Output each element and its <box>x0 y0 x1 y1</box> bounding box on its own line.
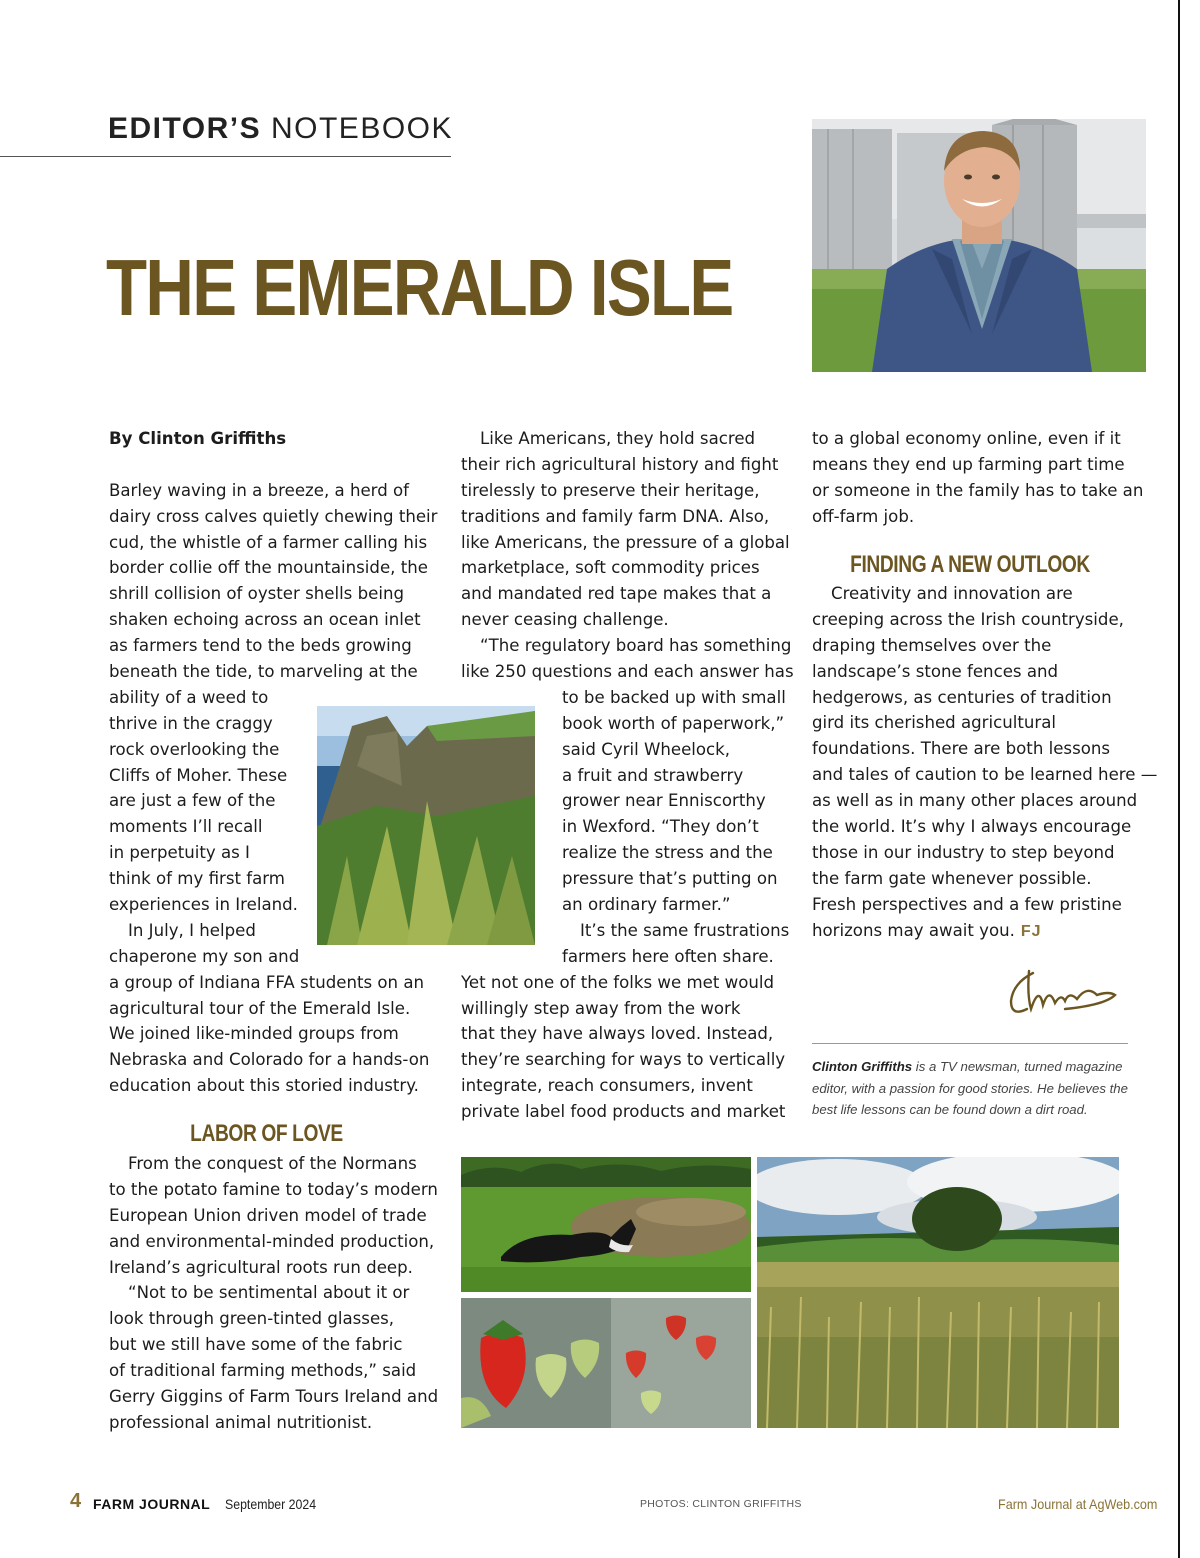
body-line: rock overlooking the <box>109 739 280 759</box>
body-line: Barley waving in a breeze, a herd of <box>109 480 410 500</box>
body-line: and environmental-minded production, <box>109 1231 435 1251</box>
byline: By Clinton Griffiths <box>109 429 287 448</box>
website-link[interactable]: Farm Journal at AgWeb.com <box>998 1496 1158 1512</box>
body-line: means they end up farming part time <box>812 454 1125 474</box>
subhead-finding-a-new-outlook: FINDING A NEW OUTLOOK <box>850 551 1090 578</box>
body-line: gird its cherished agricultural <box>812 713 1056 733</box>
body-line: traditions and family farm DNA. Also, <box>461 506 770 526</box>
body-line: like Americans, the pressure of a global <box>461 532 790 552</box>
body-line: Cliffs of Moher. These <box>109 765 288 785</box>
body-line: off-farm job. <box>812 506 915 526</box>
body-line: willingly step away from the work <box>461 998 741 1018</box>
body-line: a fruit and strawberry <box>562 765 744 785</box>
publication-name: FARM JOURNAL <box>93 1496 211 1512</box>
body-line: like 250 questions and each answer has <box>461 662 794 682</box>
photo-credit: PHOTOS: CLINTON GRIFFITHS <box>640 1498 802 1510</box>
body-line: shrill collision of oyster shells being <box>109 584 405 604</box>
body-line: Like Americans, they hold sacred <box>480 429 756 448</box>
body-line: to the potato famine to today’s modern <box>109 1179 438 1199</box>
signature <box>1005 965 1120 1020</box>
body-line: Creativity and innovation are <box>831 584 1073 603</box>
body-line: hedgerows, as centuries of tradition <box>812 687 1112 707</box>
page-edge-rule <box>1178 0 1180 1558</box>
subhead-labor-of-love: LABOR OF LOVE <box>190 1120 343 1147</box>
body-line: an ordinary farmer.” <box>562 895 731 915</box>
body-line: in perpetuity as I <box>109 843 250 863</box>
body-line: Yet not one of the folks we met would <box>461 972 775 992</box>
bio-name: Clinton Griffiths <box>812 1059 913 1074</box>
spacer <box>109 452 439 478</box>
dog-illustration <box>461 1157 751 1292</box>
field-illustration <box>757 1157 1119 1428</box>
body-line: European Union driven model of trade <box>109 1205 427 1225</box>
kicker-divider <box>0 156 451 157</box>
body-line: to be backed up with small <box>562 687 786 707</box>
body-line: tirelessly to preserve their heritage, <box>461 480 760 500</box>
strawberries-photo <box>461 1298 751 1428</box>
strawberry-illustration <box>461 1298 751 1428</box>
signature-scribble <box>1005 965 1120 1020</box>
body-line: pressure that’s putting on <box>562 869 778 889</box>
body-line: think of my first farm <box>109 869 285 889</box>
barley-field-photo <box>757 1157 1119 1428</box>
body-line: landscape’s stone fences and <box>812 661 1059 681</box>
border-collie-photo <box>461 1157 751 1292</box>
column-3-continued <box>812 581 1158 943</box>
body-line: professional animal nutritionist. <box>109 1412 373 1432</box>
page-number: 4 <box>70 1490 82 1512</box>
body-line: border collie off the mountainside, the <box>109 558 428 578</box>
body-line: agricultural tour of the Emerald Isle. <box>109 998 411 1018</box>
body-line: of traditional farming methods,” said <box>109 1361 417 1381</box>
bio-divider <box>812 1043 1128 1044</box>
body-line: those in our industry to step beyond <box>812 842 1115 862</box>
body-line-last <box>812 918 1142 944</box>
body-line: said Cyril Wheelock, <box>562 739 731 759</box>
body-line: and tales of caution to be learned here — <box>812 765 1158 785</box>
body-line: integrate, reach consumers, invent <box>461 1076 753 1096</box>
body-line: moments I’ll recall <box>109 817 263 837</box>
column-3 <box>812 426 1142 530</box>
body-line-text: horizons may await you. <box>812 920 1015 940</box>
body-line: dairy cross calves quietly chewing their <box>109 506 438 526</box>
body-line: thrive in the craggy <box>109 713 273 733</box>
body-line: chaperone my son and <box>109 946 300 966</box>
article-headline: THE EMERALD ISLE <box>106 243 733 332</box>
body-line: experiences in Ireland. <box>109 895 298 915</box>
body-line: as well as in many other places around <box>812 791 1138 811</box>
body-line: “Not to be sentimental about it or <box>128 1283 410 1303</box>
issue-date: September 2024 <box>225 1496 317 1512</box>
body-line: the farm gate whenever possible. <box>812 868 1092 888</box>
body-line: beneath the tide, to marveling at the <box>109 662 418 682</box>
fj-end-mark: FJ <box>1020 922 1042 940</box>
body-line: “The regulatory board has something <box>480 636 792 656</box>
body-line: the world. It’s why I always encourage <box>812 817 1132 837</box>
body-line: grower near Enniscorthy <box>562 791 766 811</box>
body-line: never ceasing challenge. <box>461 610 669 630</box>
body-line: farmers here often share. <box>562 946 774 966</box>
section-kicker <box>108 112 453 146</box>
body-line: foundations. There are both lessons <box>812 739 1111 759</box>
body-line: shaken echoing across an ocean inlet <box>109 610 421 630</box>
body-line: It’s the same frustrations <box>580 920 790 940</box>
column-1-continued <box>109 1151 439 1436</box>
author-bio <box>812 1056 1142 1121</box>
body-line: to a global economy online, even if it <box>812 429 1121 448</box>
body-line: From the conquest of the Normans <box>128 1154 417 1173</box>
body-line: a group of Indiana FFA students on an <box>109 972 425 992</box>
body-line: We joined like-minded groups from <box>109 1024 399 1044</box>
kicker-light: NOTEBOOK <box>270 112 454 145</box>
body-line: education about this storied industry. <box>109 1076 419 1096</box>
body-line: in Wexford. “They don’t <box>562 817 759 837</box>
body-line: as farmers tend to the beds growing <box>109 636 412 656</box>
body-line: book worth of paperwork,” <box>562 713 785 733</box>
body-line: they’re searching for ways to vertically <box>461 1050 786 1070</box>
body-line: marketplace, soft commodity prices <box>461 558 760 578</box>
body-line: ability of a weed to <box>109 687 269 707</box>
body-line: cud, the whistle of a farmer calling his <box>109 532 428 552</box>
body-line: are just a few of the <box>109 791 276 811</box>
body-line: or someone in the family has to take an <box>812 480 1144 500</box>
body-line: Nebraska and Colorado for a hands-on <box>109 1050 430 1070</box>
bio-text: is a TV newsman, turned magazine editor, with a passion for good stories. He believes the best life lessons can be found down a dirt road. <box>812 1059 1128 1118</box>
body-line: Fresh perspectives and a few pristine <box>812 894 1122 914</box>
portrait-illustration <box>812 119 1146 372</box>
body-line: their rich agricultural history and fight <box>461 454 779 474</box>
body-line: Ireland’s agricultural roots run deep. <box>109 1257 413 1277</box>
kicker-bold: EDITOR’S <box>108 112 262 145</box>
body-line: realize the stress and the <box>562 843 773 863</box>
author-portrait-photo <box>812 119 1146 372</box>
body-line: creeping across the Irish countryside, <box>812 609 1124 629</box>
body-line: that they have always loved. Instead, <box>461 1024 774 1044</box>
body-line: private label food products and market <box>461 1102 786 1122</box>
column-2 <box>461 426 794 1125</box>
body-line: but we still have some of the fabric <box>109 1335 403 1355</box>
body-line: In July, I helped <box>128 920 256 940</box>
body-line: and mandated red tape makes that a <box>461 584 772 604</box>
body-line: draping themselves over the <box>812 635 1052 655</box>
body-line: Gerry Giggins of Farm Tours Ireland and <box>109 1387 439 1407</box>
body-line: look through green-tinted glasses, <box>109 1309 395 1329</box>
